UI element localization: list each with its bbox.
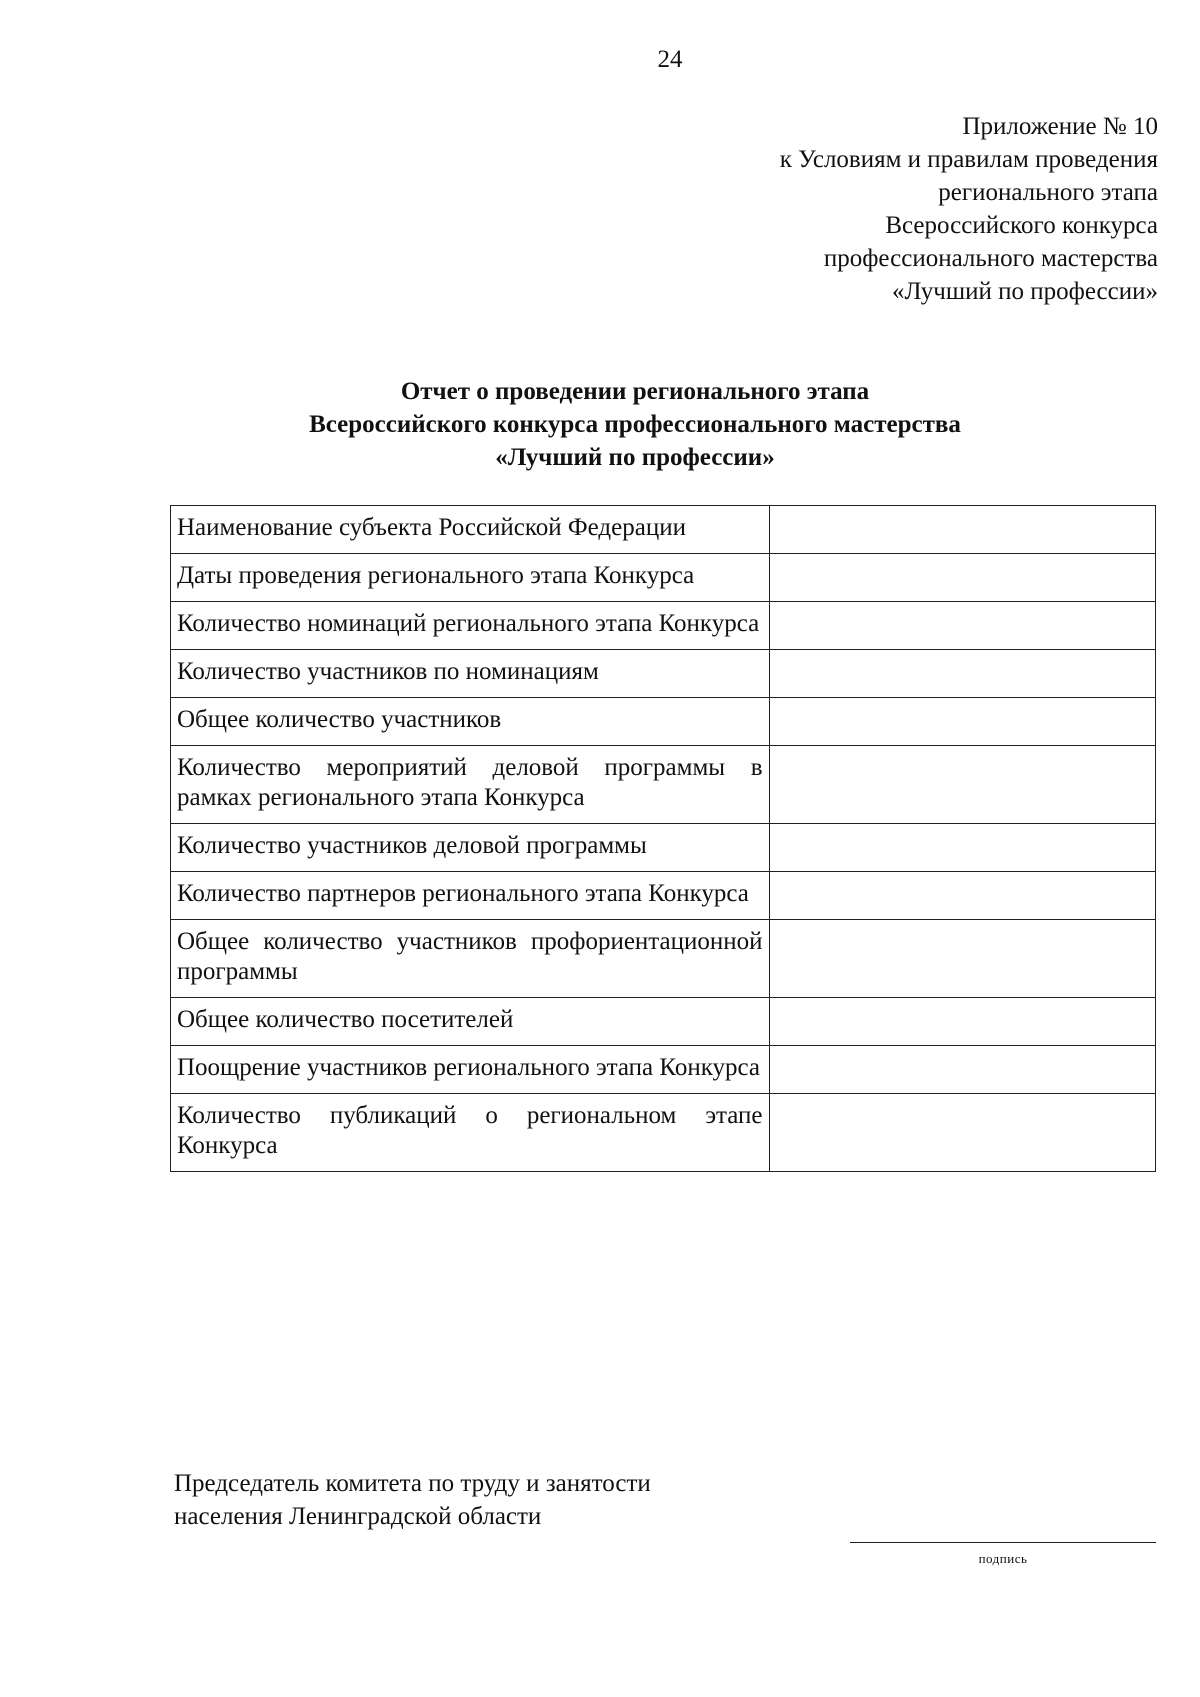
row-value-cell[interactable] [769,506,1155,554]
row-value-cell[interactable] [769,1094,1155,1172]
row-label: Количество участников деловой программы [171,824,770,872]
table-row [171,650,1156,698]
title-line: Отчет о проведении регионального этапа [400,378,870,405]
signer-line: населения Ленинградской области [174,1503,542,1530]
row-value-cell[interactable] [769,554,1155,602]
row-value-cell[interactable] [769,872,1155,920]
appendix-line: профессионального мастерства [823,245,1158,272]
appendix-line: Всероссийского конкурса [885,212,1158,239]
row-value-cell[interactable] [769,698,1155,746]
appendix-header [558,110,1158,308]
signer-line: Председатель комитета по труду и занятости [174,1470,651,1497]
row-label: Количество участников по номинациям [171,650,770,698]
row-value-cell[interactable] [769,1046,1155,1094]
row-value-cell[interactable] [769,998,1155,1046]
table-row [171,506,1156,554]
appendix-line: Приложение № 10 [962,113,1158,140]
table-row [171,698,1156,746]
signer-block [174,1467,651,1533]
report-table [170,505,1156,1172]
row-label: Общее количество участников [171,698,770,746]
row-label: Количество мероприятий деловой программы в рамках регионального этапа Конкурса [171,746,770,824]
row-value-cell[interactable] [769,746,1155,824]
page-number: 24 [657,46,683,73]
row-label: Поощрение участников регионального этапа Конкурса [171,1046,770,1094]
table-row [171,998,1156,1046]
table-row [171,1046,1156,1094]
row-label: Количество номинаций регионального этапа Конкурса [171,602,770,650]
row-value-cell[interactable] [769,602,1155,650]
signature-caption: подпись [978,1551,1028,1566]
row-value-cell[interactable] [769,920,1155,998]
table-row [171,824,1156,872]
table-row [171,602,1156,650]
signature-line[interactable] [850,1542,1156,1543]
row-label: Общее количество посетителей [171,998,770,1046]
row-label: Даты проведения регионального этапа Конкурса [171,554,770,602]
appendix-line: регионального этапа [938,179,1158,206]
row-label: Количество партнеров регионального этапа Конкурса [171,872,770,920]
table-row [171,920,1156,998]
row-value-cell[interactable] [769,650,1155,698]
row-label: Наименование субъекта Российской Федерации [171,506,770,554]
document-title [170,375,1100,474]
title-line: Всероссийского конкурса профессионального мастерства [309,411,961,438]
title-line: «Лучший по профессии» [495,444,775,471]
row-value-cell[interactable] [769,824,1155,872]
row-label: Общее количество участников профориентационной программы [171,920,770,998]
table-row [171,554,1156,602]
table-row [171,746,1156,824]
appendix-line: к Условиям и правилам проведения [779,146,1158,173]
row-label: Количество публикаций о региональном этапе Конкурса [171,1094,770,1172]
table-row [171,1094,1156,1172]
appendix-line: «Лучший по профессии» [891,278,1158,305]
table-row [171,872,1156,920]
